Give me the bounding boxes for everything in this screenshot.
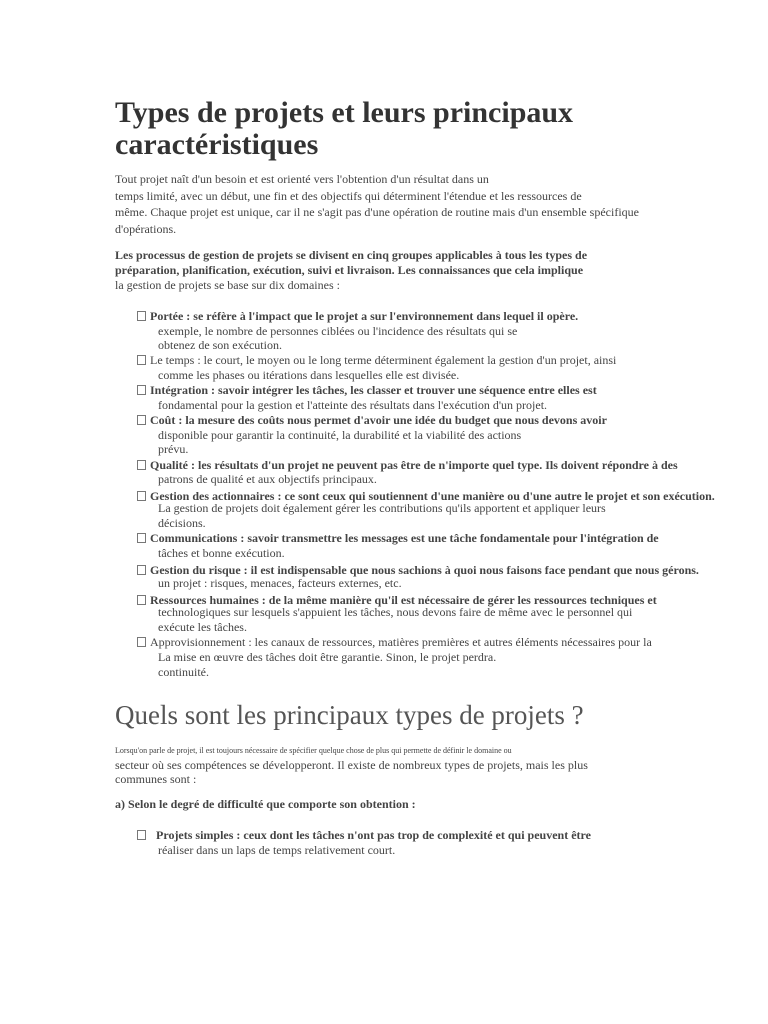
bullet-icon: [137, 533, 146, 543]
bullet-icon: [137, 565, 146, 575]
list-item-continuation: réaliser dans un laps de temps relativement court.: [158, 843, 396, 857]
title-line-2: caractéristiques: [115, 128, 319, 161]
list-item-continuation: patrons de qualité et aux objectifs principaux.: [158, 472, 377, 486]
bullet-icon: [137, 385, 146, 395]
intro-line: temps limité, avec un début, une fin et des objectifs qui déterminent l'étendue et les ressources de: [115, 189, 582, 203]
intro-line: même. Chaque projet est unique, car il ne s'agit pas d'une opération de routine mais d'un ensemble spécifique: [115, 205, 639, 219]
list-item: Coût : la mesure des coûts nous permet d'avoir une idée du budget que nous devons avoir: [137, 413, 607, 428]
title-line-1: Types de projets et leurs principaux: [115, 96, 574, 129]
bullet-icon: [137, 830, 146, 840]
section-text-line: communes sont :: [115, 772, 197, 786]
section-text-line: Lorsqu'on parle de projet, il est toujours nécessaire de spécifier quelque chose de plus qui permette de définir le domaine ou: [115, 746, 512, 755]
processes-line: la gestion de projets se base sur dix domaines :: [115, 278, 340, 292]
list-item-continuation: exécute les tâches.: [158, 620, 247, 634]
list-item-continuation: disponible pour garantir la continuité, la durabilité et la viabilité des actions: [158, 428, 522, 442]
list-item: Communications : savoir transmettre les messages est une tâche fondamentale pour l'intégration de: [137, 531, 659, 546]
bullet-icon: [137, 311, 146, 321]
list-item: Gestion du risque : il est indispensable que nous sachions à quoi nous faisons face pendant que nous gérons.: [137, 563, 699, 578]
list-item: Ressources humaines : de la même manière qu'il est nécessaire de gérer les ressources techniques et: [137, 593, 657, 608]
list-item-continuation: prévu.: [158, 442, 189, 456]
list-item-continuation: exemple, le nombre de personnes ciblées ou l'incidence des résultats qui se: [158, 324, 518, 338]
list-item: Qualité : les résultats d'un projet ne peuvent pas être de n'importe quel type. Ils doivent répondre à des: [137, 458, 678, 473]
list-item-continuation: tâches et bonne exécution.: [158, 546, 285, 560]
intro-line: Tout projet naît d'un besoin et est orienté vers l'obtention d'un résultat dans un: [115, 172, 489, 186]
bullet-icon: [137, 415, 146, 425]
bullet-icon: [137, 460, 146, 470]
section-heading: Quels sont les principaux types de projets ?: [115, 700, 584, 730]
bullet-icon: [137, 355, 146, 365]
section-text-line: secteur où ses compétences se développeront. Il existe de nombreux types de projets, mais les plus: [115, 758, 588, 772]
list-item-continuation: La gestion de projets doit également gérer les contributions qu'ils apportent et appliquer leurs: [158, 501, 606, 515]
list-item-continuation: obtenez de son exécution.: [158, 338, 282, 352]
bullet-icon: [137, 637, 146, 647]
list-item-continuation: technologiques sur lesquels s'appuient les tâches, nous devons faire de même avec le personnel qui: [158, 605, 633, 619]
list-item: Intégration : savoir intégrer les tâches, les classer et trouver une séquence entre elles est: [137, 383, 597, 398]
processes-line: Les processus de gestion de projets se divisent en cinq groupes applicables à tous les types de: [115, 248, 588, 262]
list-item: Portée : se réfère à l'impact que le projet a sur l'environnement dans lequel il opère.: [137, 309, 578, 324]
processes-line: préparation, planification, exécution, suivi et livraison. Les connaissances que cela implique: [115, 263, 584, 277]
list-item-continuation: un projet : risques, menaces, facteurs externes, etc.: [158, 576, 402, 590]
list-item-continuation: fondamental pour la gestion et l'atteinte des résultats dans l'exécution d'un projet.: [158, 398, 548, 412]
list-item: Projets simples : ceux dont les tâches n'ont pas trop de complexité et qui peuvent être: [137, 828, 591, 843]
list-item-continuation: La mise en œuvre des tâches doit être garantie. Sinon, le projet perdra.: [158, 650, 497, 664]
bullet-icon: [137, 491, 146, 501]
list-item-continuation: comme les phases ou itérations dans lesquelles elle est divisée.: [158, 368, 460, 382]
list-item: Approvisionnement : les canaux de ressources, matières premières et autres éléments nécessaires pour la: [137, 635, 652, 650]
bullet-icon: [137, 595, 146, 605]
list-item-continuation: décisions.: [158, 516, 206, 530]
list-item: Gestion des actionnaires : ce sont ceux qui soutiennent d'une manière ou d'une autre le projet et son exécution.: [137, 489, 715, 504]
list-item-continuation: continuité.: [158, 665, 209, 679]
list-item: Le temps : le court, le moyen ou le long terme déterminent également la gestion d'un projet, ainsi: [137, 353, 616, 368]
subheading: a) Selon le degré de difficulté que comporte son obtention :: [115, 797, 416, 811]
intro-line: d'opérations.: [115, 222, 177, 236]
